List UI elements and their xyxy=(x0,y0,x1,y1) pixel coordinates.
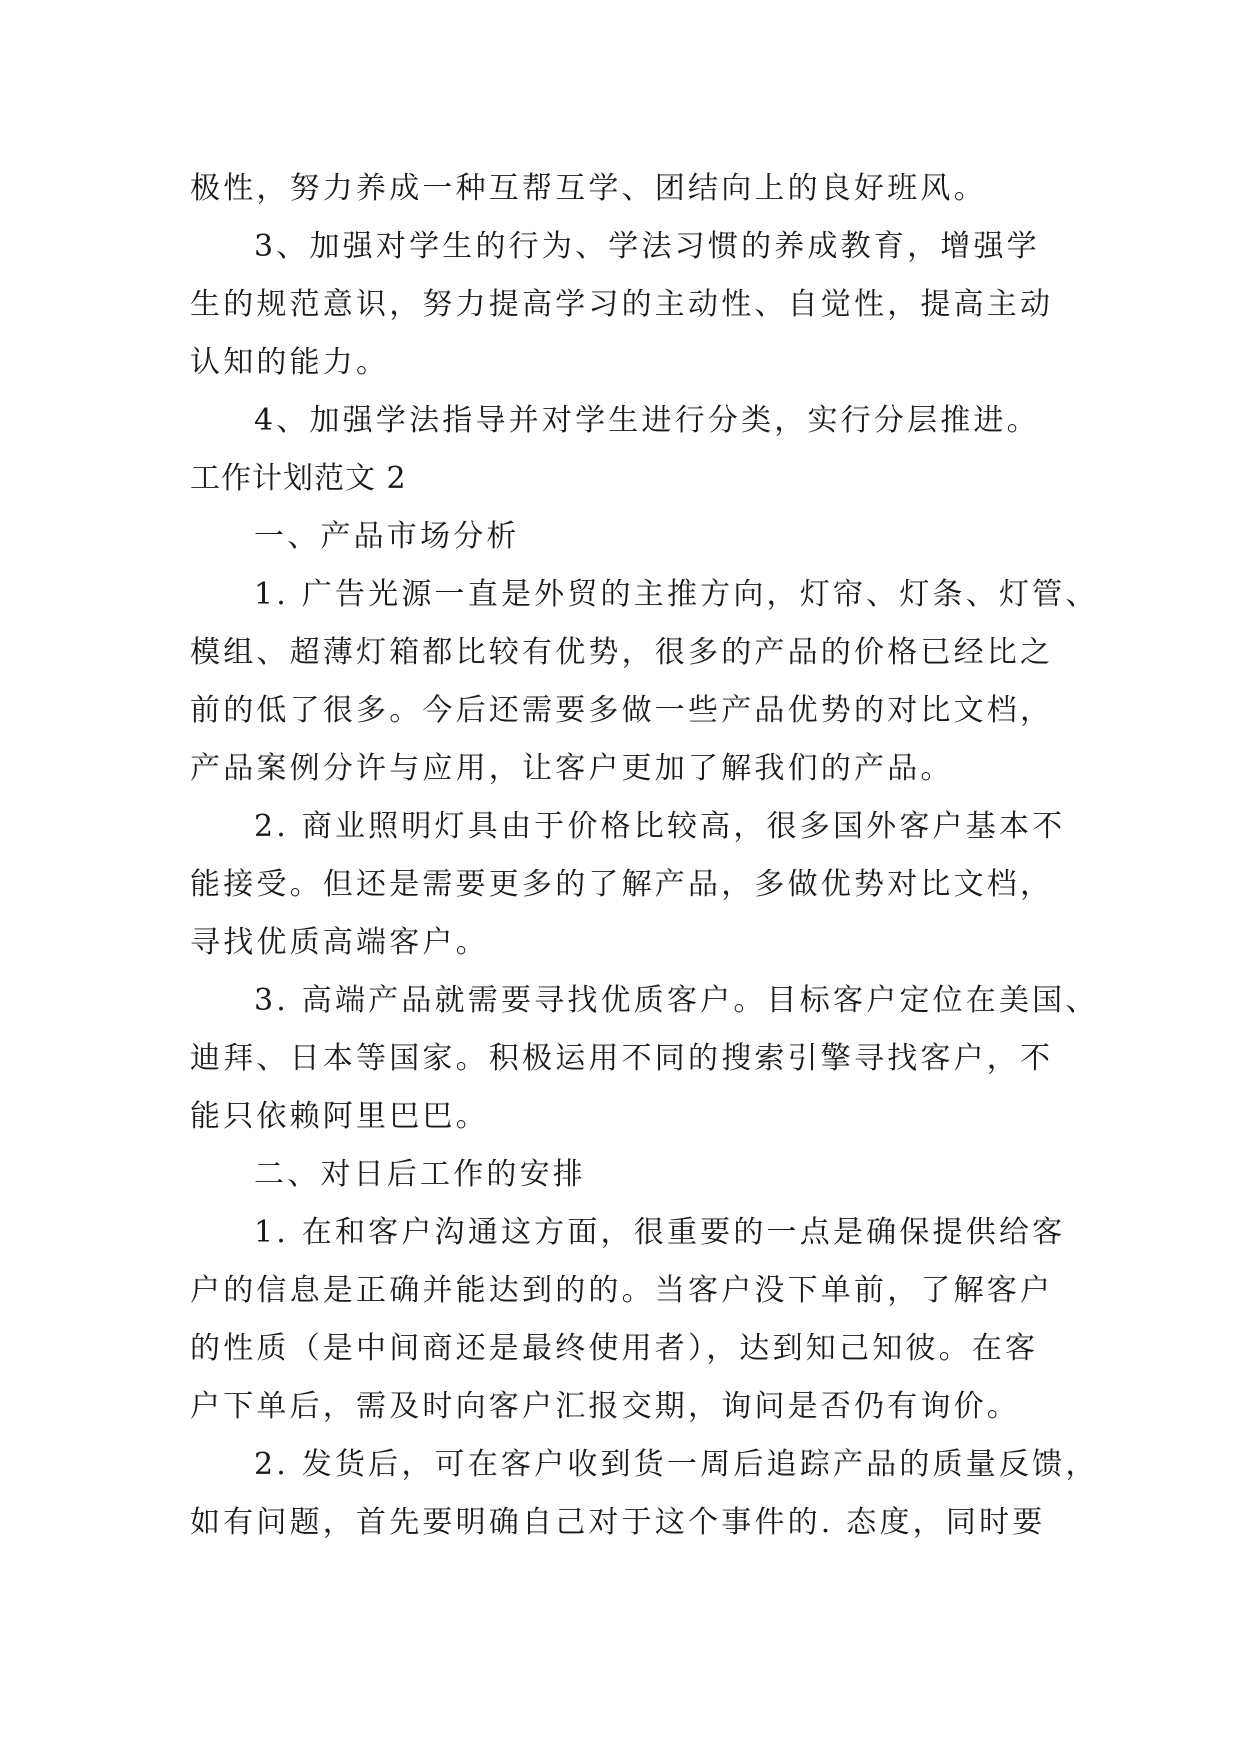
text-line: 能只依赖阿里巴巴。 xyxy=(190,1099,489,1134)
text-line: 能接受。但还是需要更多的了解产品，多做优势对比文档， xyxy=(190,867,1054,902)
text-line: 产品案例分许与应用，让客户更加了解我们的产品。 xyxy=(190,751,954,786)
text-line: 模组、超薄灯箱都比较有优势，很多的产品的价格已经比之 xyxy=(190,635,1054,670)
text-line: 1. 广告光源一直是外贸的主推方向，灯帘、灯条、灯管、 xyxy=(254,577,1099,612)
text-line: 3、加强对学生的行为、学法习惯的养成教育，增强学 xyxy=(254,229,1040,264)
subsection-heading: 一、产品市场分析 xyxy=(254,519,520,554)
text-line: 前的低了很多。今后还需要多做一些产品优势的对比文档， xyxy=(190,693,1054,728)
section-title: 工作计划范文 2 xyxy=(190,461,407,496)
subsection-heading: 二、对日后工作的安排 xyxy=(254,1157,586,1192)
text-line: 2. 商业照明灯具由于价格比较高，很多国外客户基本不 xyxy=(254,809,1066,844)
text-line: 1. 在和客户沟通这方面，很重要的一点是确保提供给客 xyxy=(254,1215,1066,1250)
text-line: 极性，努力养成一种互帮互学、团结向上的良好班风。 xyxy=(190,171,987,206)
text-line: 迪拜、日本等国家。积极运用不同的搜索引擎寻找客户，不 xyxy=(190,1041,1054,1076)
text-line: 户的信息是正确并能达到的的。当客户没下单前，了解客户 xyxy=(190,1273,1054,1308)
text-line: 4、加强学法指导并对学生进行分类，实行分层推进。 xyxy=(254,403,1040,438)
text-line: 寻找优质高端客户。 xyxy=(190,925,489,960)
text-line: 2. 发货后，可在客户收到货一周后追踪产品的质量反馈， xyxy=(254,1447,1099,1482)
text-line: 如有问题，首先要明确自己对于这个事件的. 态度，同时要 xyxy=(190,1505,1046,1540)
text-line: 户下单后，需及时向客户汇报交期，询问是否仍有询价。 xyxy=(190,1389,1020,1424)
text-line: 的性质（是中间商还是最终使用者），达到知己知彼。在客 xyxy=(190,1331,1039,1366)
text-line: 生的规范意识，努力提高学习的主动性、自觉性，提高主动 xyxy=(190,287,1054,322)
document-body xyxy=(190,160,1099,1552)
text-line: 3. 高端产品就需要寻找优质客户。目标客户定位在美国、 xyxy=(254,983,1099,1018)
text-line: 认知的能力。 xyxy=(190,345,390,380)
